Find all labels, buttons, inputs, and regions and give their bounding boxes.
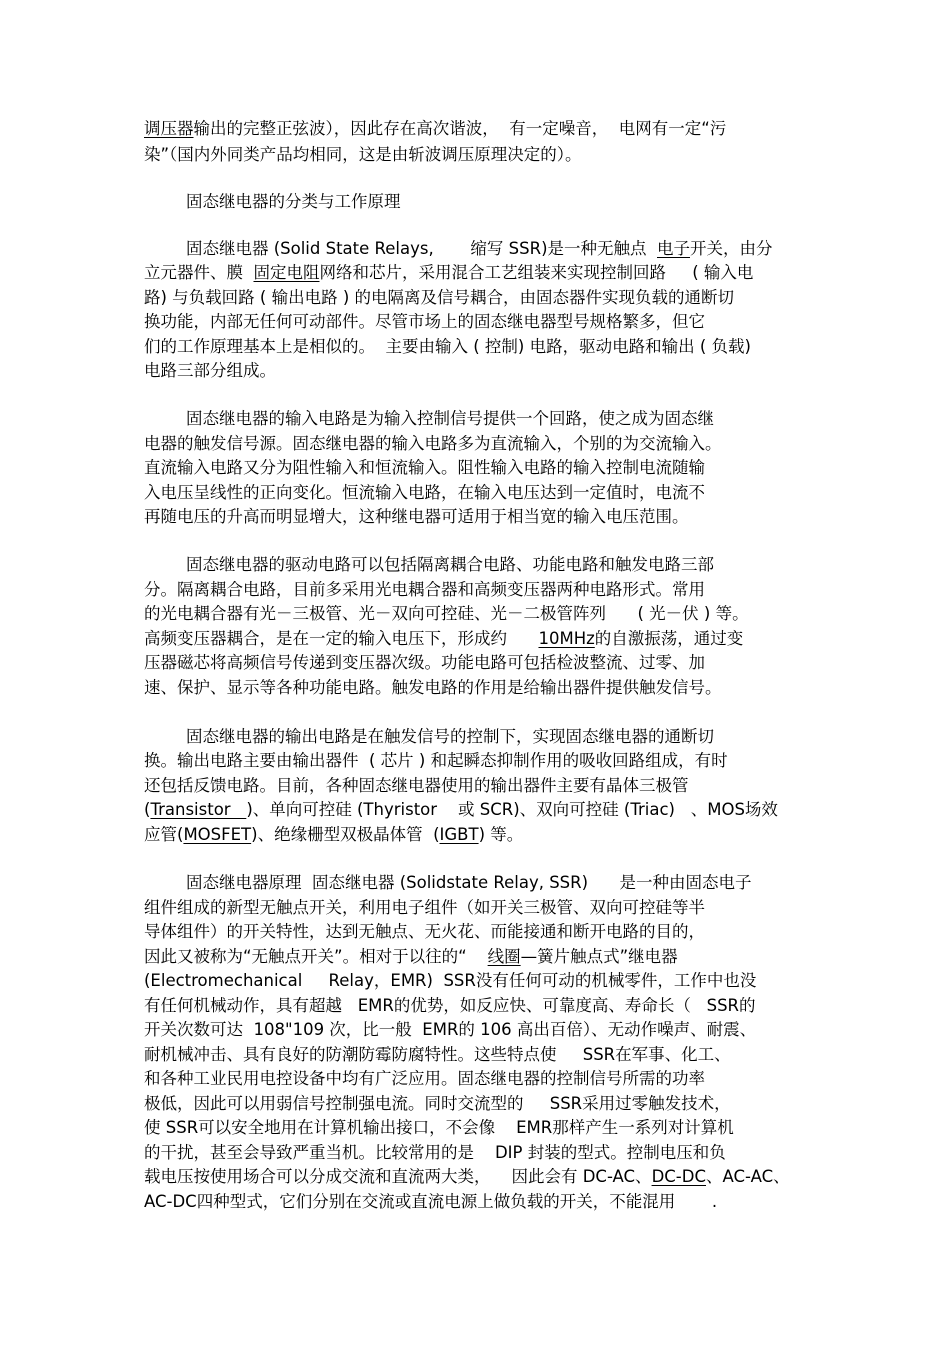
text-run: 还包括反馈电路。目前，各种固态继电器使用的输出器件主要有晶体三极管 <box>144 776 689 795</box>
text-run: 耐机械冲击、具有良好的防潮防霉防腐特性。这些特点使 SSR在军事、化工、 <box>144 1045 731 1064</box>
text-run: 分。隔离耦合电路，目前多采用光电耦合器和高频变压器两种电路形式。常用 <box>144 580 705 599</box>
underlined-term: MOSFET <box>183 825 252 844</box>
underlined-term: 电子 <box>657 239 690 258</box>
text-run: 固态继电器的输出电路是在触发信号的控制下，实现固态继电器的通断切 <box>144 727 714 746</box>
paragraph-line <box>144 1142 726 1164</box>
paragraph-line <box>144 1191 717 1213</box>
text-run: 换。输出电路主要由输出器件 ( 芯片 ) 和起瞬态抑制作用的吸收回路组成，有时 <box>144 751 728 770</box>
text-run: ) 等。 <box>478 825 524 844</box>
text-run: —簧片触点式”继电器 <box>520 947 678 966</box>
text-run: 速、保护、显示等各种功能电路。触发电路的作用是给输出器件提供触发信号。 <box>144 678 722 697</box>
text-run: 输出的完整正弦波），因此存在高次谐波， 有一定噪音， 电网有一定“污 <box>193 119 727 138</box>
paragraph-line <box>144 360 276 382</box>
paragraph-line <box>144 872 752 894</box>
paragraph-line <box>144 554 714 576</box>
text-run: 染”（国内外同类产品均相同，这是由斩波调压原理决定的）。 <box>144 145 582 164</box>
text-run: 开关次数可达 108"109 次，比一般 EMR的 106 高出百倍）、无动作噪声、耐震、 <box>144 1020 757 1039</box>
paragraph-line <box>144 144 582 166</box>
paragraph-line <box>144 1068 705 1090</box>
paragraph-line <box>144 677 722 699</box>
underlined-term: 调压器 <box>144 119 194 138</box>
text-run: 、AC-AC、 <box>705 1167 790 1186</box>
text-run: 固态继电器的驱动电路可以包括隔离耦合电路、功能电路和触发电路三部 <box>144 555 714 574</box>
paragraph-line <box>144 652 705 674</box>
paragraph-line <box>144 799 778 821</box>
text-run: 组件组成的新型无触点开关，利用电子组件（如开关三极管、双向可控硅等半 <box>144 898 705 917</box>
text-run: ( <box>144 800 151 819</box>
underlined-term: IGBT <box>439 825 479 844</box>
paragraph-line <box>144 262 753 284</box>
paragraph-line <box>144 1019 756 1041</box>
text-run: )、单向可控硅 (Thyristor 或 SCR)、双向可控硅 (Triac) 、MOS场效 <box>246 800 778 819</box>
paragraph-line <box>144 824 523 846</box>
text-run: 再随电压的升高而明显增大，这种继电器可适用于相当宽的输入电压范围。 <box>144 507 689 526</box>
paragraph-line <box>144 238 773 260</box>
text-run: 的光电耦合器有光－三极管、光－双向可控硅、光－二极管阵列 ( 光－伏 ) 等。 <box>144 604 749 623</box>
text-run: 使 SSR可以安全地用在计算机输出接口，不会像 EMR那样产生一系列对计算机 <box>144 1118 734 1137</box>
paragraph-line <box>144 1117 734 1139</box>
paragraph-line <box>144 311 705 333</box>
paragraph-line <box>144 408 714 430</box>
paragraph-line <box>144 1093 731 1115</box>
underlined-term: 线圈 <box>487 947 521 966</box>
text-run: 电器的触发信号源。固态继电器的输入电路多为直流输入，个别的为交流输入。 <box>144 434 722 453</box>
text-run: 路) 与负载回路 ( 输出电路 ) 的电隔离及信号耦合，由固态器件实现负载的通断切 <box>144 288 735 307</box>
paragraph-line <box>144 897 705 919</box>
paragraph-line <box>144 118 726 140</box>
text-run: 因此又被称为“无触点开关”。相对于以往的“ <box>144 947 488 966</box>
text-run: 入电压呈线性的正向变化。恒流输入电路，在输入电压达到一定值时，电流不 <box>144 483 705 502</box>
text-run: 和各种工业民用电控设备中均有广泛应用。固态继电器的控制信号所需的功率 <box>144 1069 705 1088</box>
text-run: 应管( <box>144 825 184 844</box>
text-run: 的自激振荡，通过变 <box>594 629 744 648</box>
text-run: 直流输入电路又分为阻性输入和恒流输入。阻性输入电路的输入控制电流随输 <box>144 458 705 477</box>
underlined-term: Transistor <box>150 800 247 819</box>
paragraph-line <box>144 970 756 992</box>
text-run: 固态继电器的输入电路是为输入控制信号提供一个回路，使之成为固态继 <box>144 409 714 428</box>
text-run: AC-DC四种型式，它们分别在交流或直流电源上做负载的开关，不能混用 . <box>144 1192 718 1211</box>
paragraph-line <box>144 995 756 1017</box>
text-run: 们的工作原理基本上是相似的。 主要由输入 ( 控制) 电路，驱动电路和输出 ( 负载) <box>144 337 751 356</box>
text-run: 开关，由分 <box>690 239 773 258</box>
paragraph-line <box>144 433 722 455</box>
text-run: 固态继电器原理 固态继电器 (Solidstate Relay, SSR) 是一种由固态电子 <box>144 873 752 892</box>
paragraph-line <box>144 726 714 748</box>
paragraph-line <box>144 579 705 601</box>
text-run: 电路三部分组成。 <box>144 361 276 380</box>
underlined-term: 固定电阻 <box>253 263 320 282</box>
paragraph-line <box>144 1166 790 1188</box>
paragraph-line <box>144 482 705 504</box>
paragraph-line <box>144 775 689 797</box>
underlined-term: 10MHz <box>538 629 595 648</box>
paragraph-line <box>144 603 749 625</box>
paragraph-line <box>144 946 678 968</box>
paragraph-line <box>144 750 728 772</box>
text-run: 的干扰，甚至会导致严重当机。比较常用的是 DIP 封装的型式。控制电压和负 <box>144 1143 726 1162</box>
text-run: 压器磁芯将高频信号传递到变压器次级。功能电路可包括检波整流、过零、加 <box>144 653 705 672</box>
section-heading <box>144 191 400 213</box>
text-run: 换功能，内部无任何可动部件。尽管市场上的固态继电器型号规格繁多，但它 <box>144 312 705 331</box>
paragraph-line <box>144 287 734 309</box>
text-run: 高频变压器耦合，是在一定的输入电压下，形成约 <box>144 629 539 648</box>
underlined-term: DC-DC <box>651 1167 706 1186</box>
text-run: 固态继电器的分类与工作原理 <box>144 192 401 211</box>
text-run: 网络和芯片，采用混合工艺组装来实现控制回路 ( 输入电 <box>319 263 754 282</box>
text-run: 极低，因此可以用弱信号控制强电流。同时交流型的 SSR采用过零触发技术， <box>144 1094 731 1113</box>
paragraph-line <box>144 457 705 479</box>
text-run: (Electromechanical Relay，EMR) SSR没有任何可动的机械零件，工作中也没 <box>144 971 757 990</box>
paragraph-line <box>144 628 743 650</box>
text-run: 载电压按使用场合可以分成交流和直流两大类， 因此会有 DC-AC、 <box>144 1167 652 1186</box>
paragraph-line <box>144 506 689 528</box>
text-run: 有任何机械动作，具有超越 EMR的优势，如反应快、可靠度高、寿命长（ SSR的 <box>144 996 756 1015</box>
text-run: )、绝缘栅型双极晶体管 ( <box>251 825 440 844</box>
paragraph-line <box>144 1044 731 1066</box>
paragraph-line <box>144 336 751 358</box>
text-run: 固态继电器 (Solid State Relays, 缩写 SSR)是一种无触点 <box>144 239 657 258</box>
text-run: 导体组件）的开关特性，达到无触点、无火花、而能接通和断开电路的目的， <box>144 922 705 941</box>
paragraph-line <box>144 921 705 943</box>
text-run: 立元器件、膜 <box>144 263 254 282</box>
